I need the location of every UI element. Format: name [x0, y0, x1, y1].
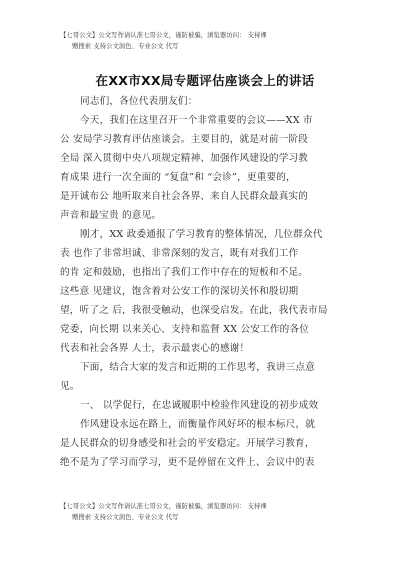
body-line: 见。 — [60, 381, 80, 392]
body-line: 育成果 进行一次全面的 “复盘”和 “会诊”，更重要的， — [60, 172, 296, 183]
body-line: 一、 以学促行，在忠诚履职中检验作风建设的初步成效 — [80, 400, 319, 411]
body-line: 作风建设永远在路上，而衡量作风好坏的根本标尺，就 — [80, 419, 316, 430]
body-line: 今天，我们在这里召开一个非常重要的会议——XX 市 — [80, 115, 313, 126]
header-note-line-1: 【七哥公文】公文写作请认准七哥公文，谨防被骗，浏览器访问： 支持裸 — [60, 32, 267, 39]
body-line: 公 安局学习教育评估座谈会。主要目的，就是对前一阶段 — [60, 134, 309, 145]
footer-watermark-note — [60, 501, 360, 523]
body-line: 这些意 见建议，饱含着对公安工作的深切关怀和殷切期 — [60, 286, 299, 297]
body-line: 下面，结合大家的发言和近期的工作思考，我讲三点意 — [80, 362, 316, 373]
body-line: 同志们，各位代表朋友们： — [80, 96, 198, 107]
document-body — [60, 92, 352, 472]
body-line: 表 也作了非常坦诚、非常深刻的发言，既有对我们工作 — [60, 248, 299, 259]
body-line: 党委，向长期 以来关心、支持和监督 XX 公安工作的各位 — [60, 324, 310, 335]
document-title: 在XX市XX局专题评估座谈会上的讲话 — [95, 73, 315, 88]
body-line: 的肯 定和鼓励，也指出了我们工作中存在的短板和不足。 — [60, 267, 309, 278]
header-watermark-note — [60, 30, 360, 52]
body-line: 代表和社会各界 人士，表示最衷心的感谢！ — [60, 343, 250, 354]
body-line: 是人民群众的切身感受和社会的平安稳定。开展学习教育， — [60, 438, 315, 449]
body-line: 刚才，XX 政委通报了学习教育的整体情况，几位群众代 — [80, 229, 323, 240]
body-line: 全局 深入贯彻中央八项规定精神、加强作风建设的学习教 — [60, 153, 309, 164]
header-note-line-2: 赠搜索 支持公文润色、专业公文 代写 — [72, 43, 179, 50]
footer-note-line-2: 赠搜索 支持公文润色、专业公文 代写 — [72, 514, 179, 521]
body-line: 绝不是为了学习而学习，更不是停留在文件上、会议中的表 — [60, 457, 315, 468]
body-line: 声音和最宝贵 的意见。 — [60, 210, 162, 221]
body-line: 是开诚布公 地听取来自社会各界、来自人民群众最真实的 — [60, 191, 309, 202]
footer-note-line-1: 【七哥公文】公文写作请认准七哥公文，谨防被骗，浏览器访问： 支持裸 — [60, 503, 267, 510]
body-line: 望，听了之 后，我很受触动，也深受启发。在此，我代表市局 — [60, 305, 328, 316]
